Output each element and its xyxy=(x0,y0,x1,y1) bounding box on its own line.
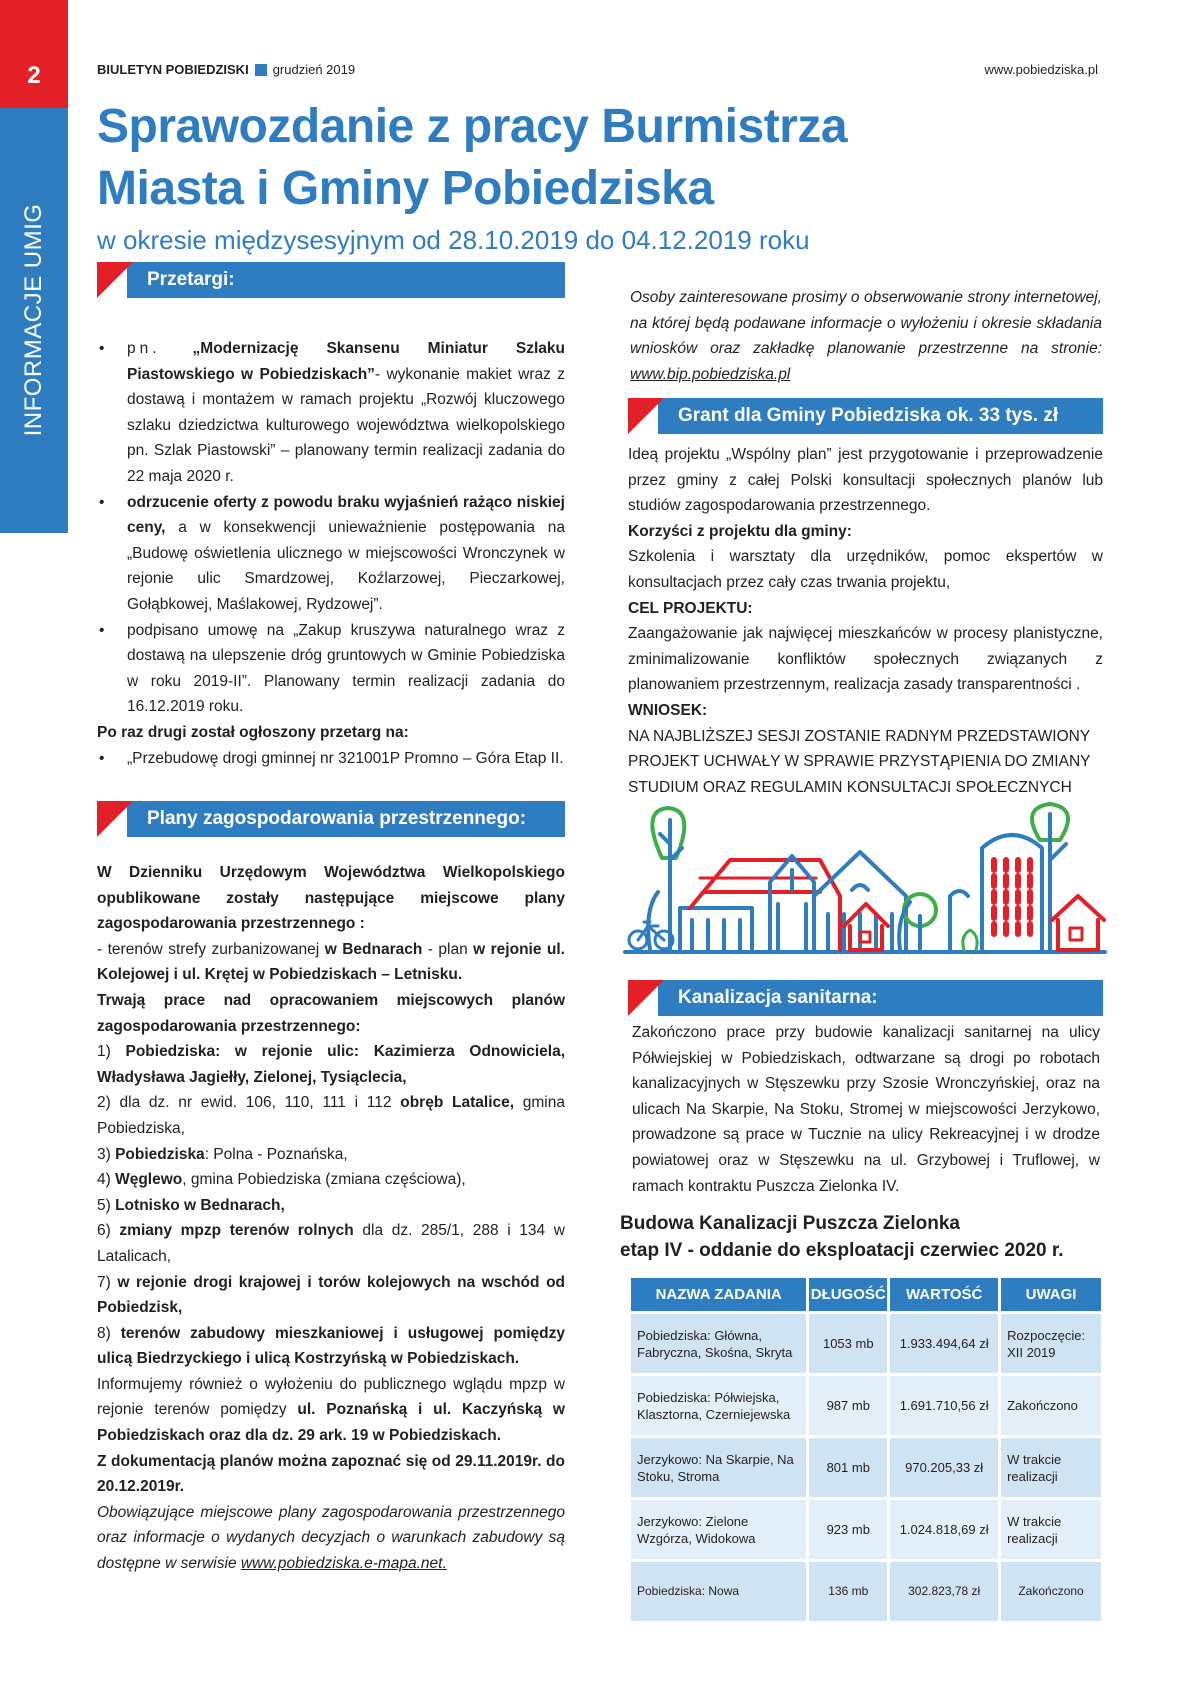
section-title: Przetargi: xyxy=(147,269,235,290)
section-title: Kanalizacja sanitarna: xyxy=(678,987,878,1008)
kanalizacja-content: Zakończono prace przy budowie kanalizacji sanitarnej na ulicy Półwiejskiej w Pobiedziskach, odtwarzane są drogi po robotach kanalizacyjnych w Stęszewku przy Szosie Wronczyńskiej, oraz na ulicach Na Skarpie, Na Stoku, Stromej w miejscowości Jerzykowo, prowadzone są prace w Tucznie na ulicy Rekreacyjnej i w drodze powiatowej oraz w Stęszewku na ul. Grzybowej i Truflowej, w ramach kontraktu Puszcza Zielonka IV. xyxy=(632,1024,1100,1195)
table-row xyxy=(631,1438,1101,1500)
table-header-row xyxy=(631,1278,1101,1314)
column-header: WARTOŚĆ xyxy=(890,1278,998,1314)
table-row xyxy=(631,1500,1101,1562)
list-item: • podpisano umowę na „Zakup kruszywa naturalnego wraz z dostawą na ulepszenie dróg gruntowych w Gminie Pobiedziska w roku 2019-II”. Planowany termin realizacji zadania do 16.12.2019 roku. xyxy=(97,618,565,720)
side-label: INFORMACJE UMIG xyxy=(20,203,47,437)
title-line-2: Miasta i Gminy Pobiedziska xyxy=(97,162,714,215)
table-row xyxy=(631,1314,1101,1376)
page-number-box xyxy=(0,0,68,108)
table-cell: W trakcie realizacji xyxy=(1001,1500,1101,1562)
e-mapa-link[interactable]: www.pobiedziska.e-mapa.net. xyxy=(240,1555,447,1573)
table-row xyxy=(631,1562,1101,1624)
title-line-1: Sprawozdanie z pracy Burmistrza xyxy=(97,100,848,153)
table-cell: Jerzykowo: Zielone Wzgórza, Widokowa xyxy=(631,1500,806,1562)
list-item: • „Przebudowę drogi gminnej nr 321001P Promno – Góra Etap II. xyxy=(97,746,565,772)
section-header-plany xyxy=(97,801,565,837)
table-cell: Zakończono xyxy=(1001,1562,1101,1624)
publication-date: grudzień 2019 xyxy=(272,62,356,77)
table-cell: Pobiedziska: Półwiejska, Klasztorna, Czerniejewska xyxy=(631,1376,806,1438)
grant-content: Ideą projektu „Wspólny plan” jest przygotowanie i przeprowadzenie przez gminy z całej Polski konsultacji społecznych planów lub studiów zagospodarowania przestrzennego. Korzyści z projektu dla gminy: Szkolenia i warsztaty dla urzędników, pomoc ekspertów w konsultacjach przez cały czas trwania projektu, CEL PROJEKTU: Zaangażowanie jak najwięcej mieszkańców w procesy planistyczne, zminimalizowanie konfliktów społecznych związanych z planowaniem przestrzennym, realizacja zasady transparentności . WNIOSEK: NA NAJBLIŻSZEJ SESJI ZOSTANIE RADNYM PRZEDSTAWIONY PROJEKT UCHWAŁY W SPRAWIE PRZYSTĄPIENIA DO ZMIANY STUDIUM ORAZ REGULAMIN KONSULTACJI SPOŁECZNYCH xyxy=(628,446,1103,796)
header-website: www.pobiedziska.pl xyxy=(984,62,1098,77)
table-cell: Jerzykowo: Na Skarpie, Na Stoku, Stroma xyxy=(631,1438,806,1500)
table-cell: Rozpoczęcie: XII 2019 xyxy=(1001,1314,1101,1376)
small-house-icon xyxy=(844,904,888,950)
page-number: 2 xyxy=(27,62,41,89)
column-header: DŁUGOŚĆ xyxy=(809,1278,887,1314)
plany-content: W Dzienniku Urzędowym Województwa Wielkopolskiego opublikowane zostały następujące miejscowe plany zagospodarowania przestrzennego : - terenów strefy zurbanizowanej w Bednarach - plan w rejonie ul. Kolejowej i ul. Krętej w Pobiedziskach – Letnisku. Trwają prace nad opracowaniem miejscowych planów zagospodarowania przestrzennego: 1) Pobiedziska: w rejonie ulic: Kazimierza Odnowiciela, Władysława Jagiełły, Zielonej, Tysiąclecia, 2) dla dz. nr ewid. 106, 110, 111 i 112 obręb Latalice, gmina Pobiedziska, 3) Pobiedziska: Polna - Poznańska, 4) Węglewo, gmina Pobiedziska (zmiana częściowa), 5) Lotnisko w Bednarach, 6) zmiany mpzp terenów rolnych dla dz. 285/1, 288 i 134 w Latalicach, 7) w rejonie drogi krajowej i torów kolejowych na wschód od Pobiedzisk, 8) terenów zabudowy mieszkaniowej i usługowej pomiędzy ulicą Biedrzyckiego i ulicą Kostrzyńską w Pobiedziskach. Informujemy również o wyłożeniu do publicznego wglądu mpzp w rejonie terenów pomiędzy ul. Poznańską i ul. Kaczyńską w Pobiedziskach oraz dla dz. 29 ark. 19 w Pobiedziskach. Z dokumentacją planów można zapoznać się od 29.11.2019r. do 20.12.2019r. Obowiązujące miejscowe plany zagospodarowania przestrzennego oraz informacje o wydanych decyzjach o warunkach zabudowy są dostępne w serwisie www.pobiedziska.e-mapa.net. xyxy=(97,864,566,1573)
section-title: Grant dla Gminy Pobiedziska ok. 33 tys. zł xyxy=(678,405,1059,426)
section-header-grant xyxy=(628,398,1103,434)
town-illustration xyxy=(620,800,1110,968)
kanalizacja-table xyxy=(628,1278,1104,1624)
section-title: Plany zagospodarowania przestrzennego: xyxy=(147,808,527,829)
table-cell: 987 mb xyxy=(809,1376,887,1438)
bip-link[interactable]: www.bip.pobiedziska.pl xyxy=(630,365,791,383)
publication-name: BIULETYN POBIEDZISKI xyxy=(97,62,249,77)
table-cell: Zakończono xyxy=(1001,1376,1101,1438)
table-cell: Pobiedziska: Nowa xyxy=(631,1562,806,1624)
przetargi-content xyxy=(97,336,565,771)
table-row xyxy=(631,1376,1101,1438)
lamp-icon xyxy=(950,891,968,950)
table-cell: 1053 mb xyxy=(809,1314,887,1376)
page-subtitle: w okresie międzysesyjnym od 28.10.2019 do 04.12.2019 roku xyxy=(97,225,810,255)
header-square-icon xyxy=(255,64,267,76)
page-title xyxy=(97,96,1097,220)
list-item: • pn. „Modernizację Skansenu Miniatur Szlaku Piastowskiego w Pobiedziskach”- wykonanie makiet wraz z dostawą i montażem w ramach projektu „Rozwój kluczowego szlaku dziedzictwa kulturowego województwa wielkopolskiego pn. Szlak Piastowski” – planowany termin realizacji zadania do 22 maja 2020 r. xyxy=(97,336,565,490)
table-cell: 1.024.818,69 zł xyxy=(890,1500,998,1562)
right-house-icon xyxy=(1052,896,1104,950)
list-item: • odrzucenie oferty z powodu braku wyjaśnień rażąco niskiej ceny, a w konsekwencji unieważnienie postępowania na „Budowę oświetlenia ulicznego w miejscowości Wronczynek w rejonie ulic Smardzowej, Koźlarzowej, Pieczarkowej, Gołąbkowej, Maślakowej, Rydzowej”. xyxy=(97,490,565,618)
table-cell: W trakcie realizacji xyxy=(1001,1438,1101,1500)
section-header-przetargi xyxy=(97,262,565,298)
table-cell: 801 mb xyxy=(809,1438,887,1500)
table-cell: 1.691.710,56 zł xyxy=(890,1376,998,1438)
house-icon xyxy=(690,860,840,950)
bush-icon xyxy=(963,930,977,950)
table-cell: 970.205,33 zł xyxy=(890,1438,998,1500)
second-tender-heading: Po raz drugi został ogłoszony przetarg na: xyxy=(97,723,409,741)
tall-tree-icon xyxy=(1032,804,1068,950)
table-cell: 136 mb xyxy=(809,1562,887,1624)
table-cell: 923 mb xyxy=(809,1500,887,1562)
column-header: UWAGI xyxy=(1001,1278,1101,1314)
table-caption: Budowa Kanalizacji Puszcza Zielonka etap IV - oddanie do eksploatacji czerwiec 2020 r. xyxy=(620,1213,1064,1261)
right-intro: Osoby zainteresowane prosimy o obserwowanie strony internetowej, na której będą podawane informacje o wyłożeniu i okresie składania wniosków oraz zakładkę planowanie przestrzenne na stronie: www.bip.pobiedziska.pl xyxy=(630,289,1102,383)
section-header-kanalizacja xyxy=(628,980,1103,1016)
table-cell: 302.823,78 zł xyxy=(890,1562,998,1624)
table-cell: 1.933.494,64 zł xyxy=(890,1314,998,1376)
tower-icon xyxy=(982,835,1042,950)
table-cell: Pobiedziska: Główna, Fabryczna, Skośna, Skryta xyxy=(631,1314,806,1376)
column-header: NAZWA ZADANIA xyxy=(631,1278,806,1314)
header-left xyxy=(97,62,355,77)
building-icon xyxy=(680,908,752,950)
